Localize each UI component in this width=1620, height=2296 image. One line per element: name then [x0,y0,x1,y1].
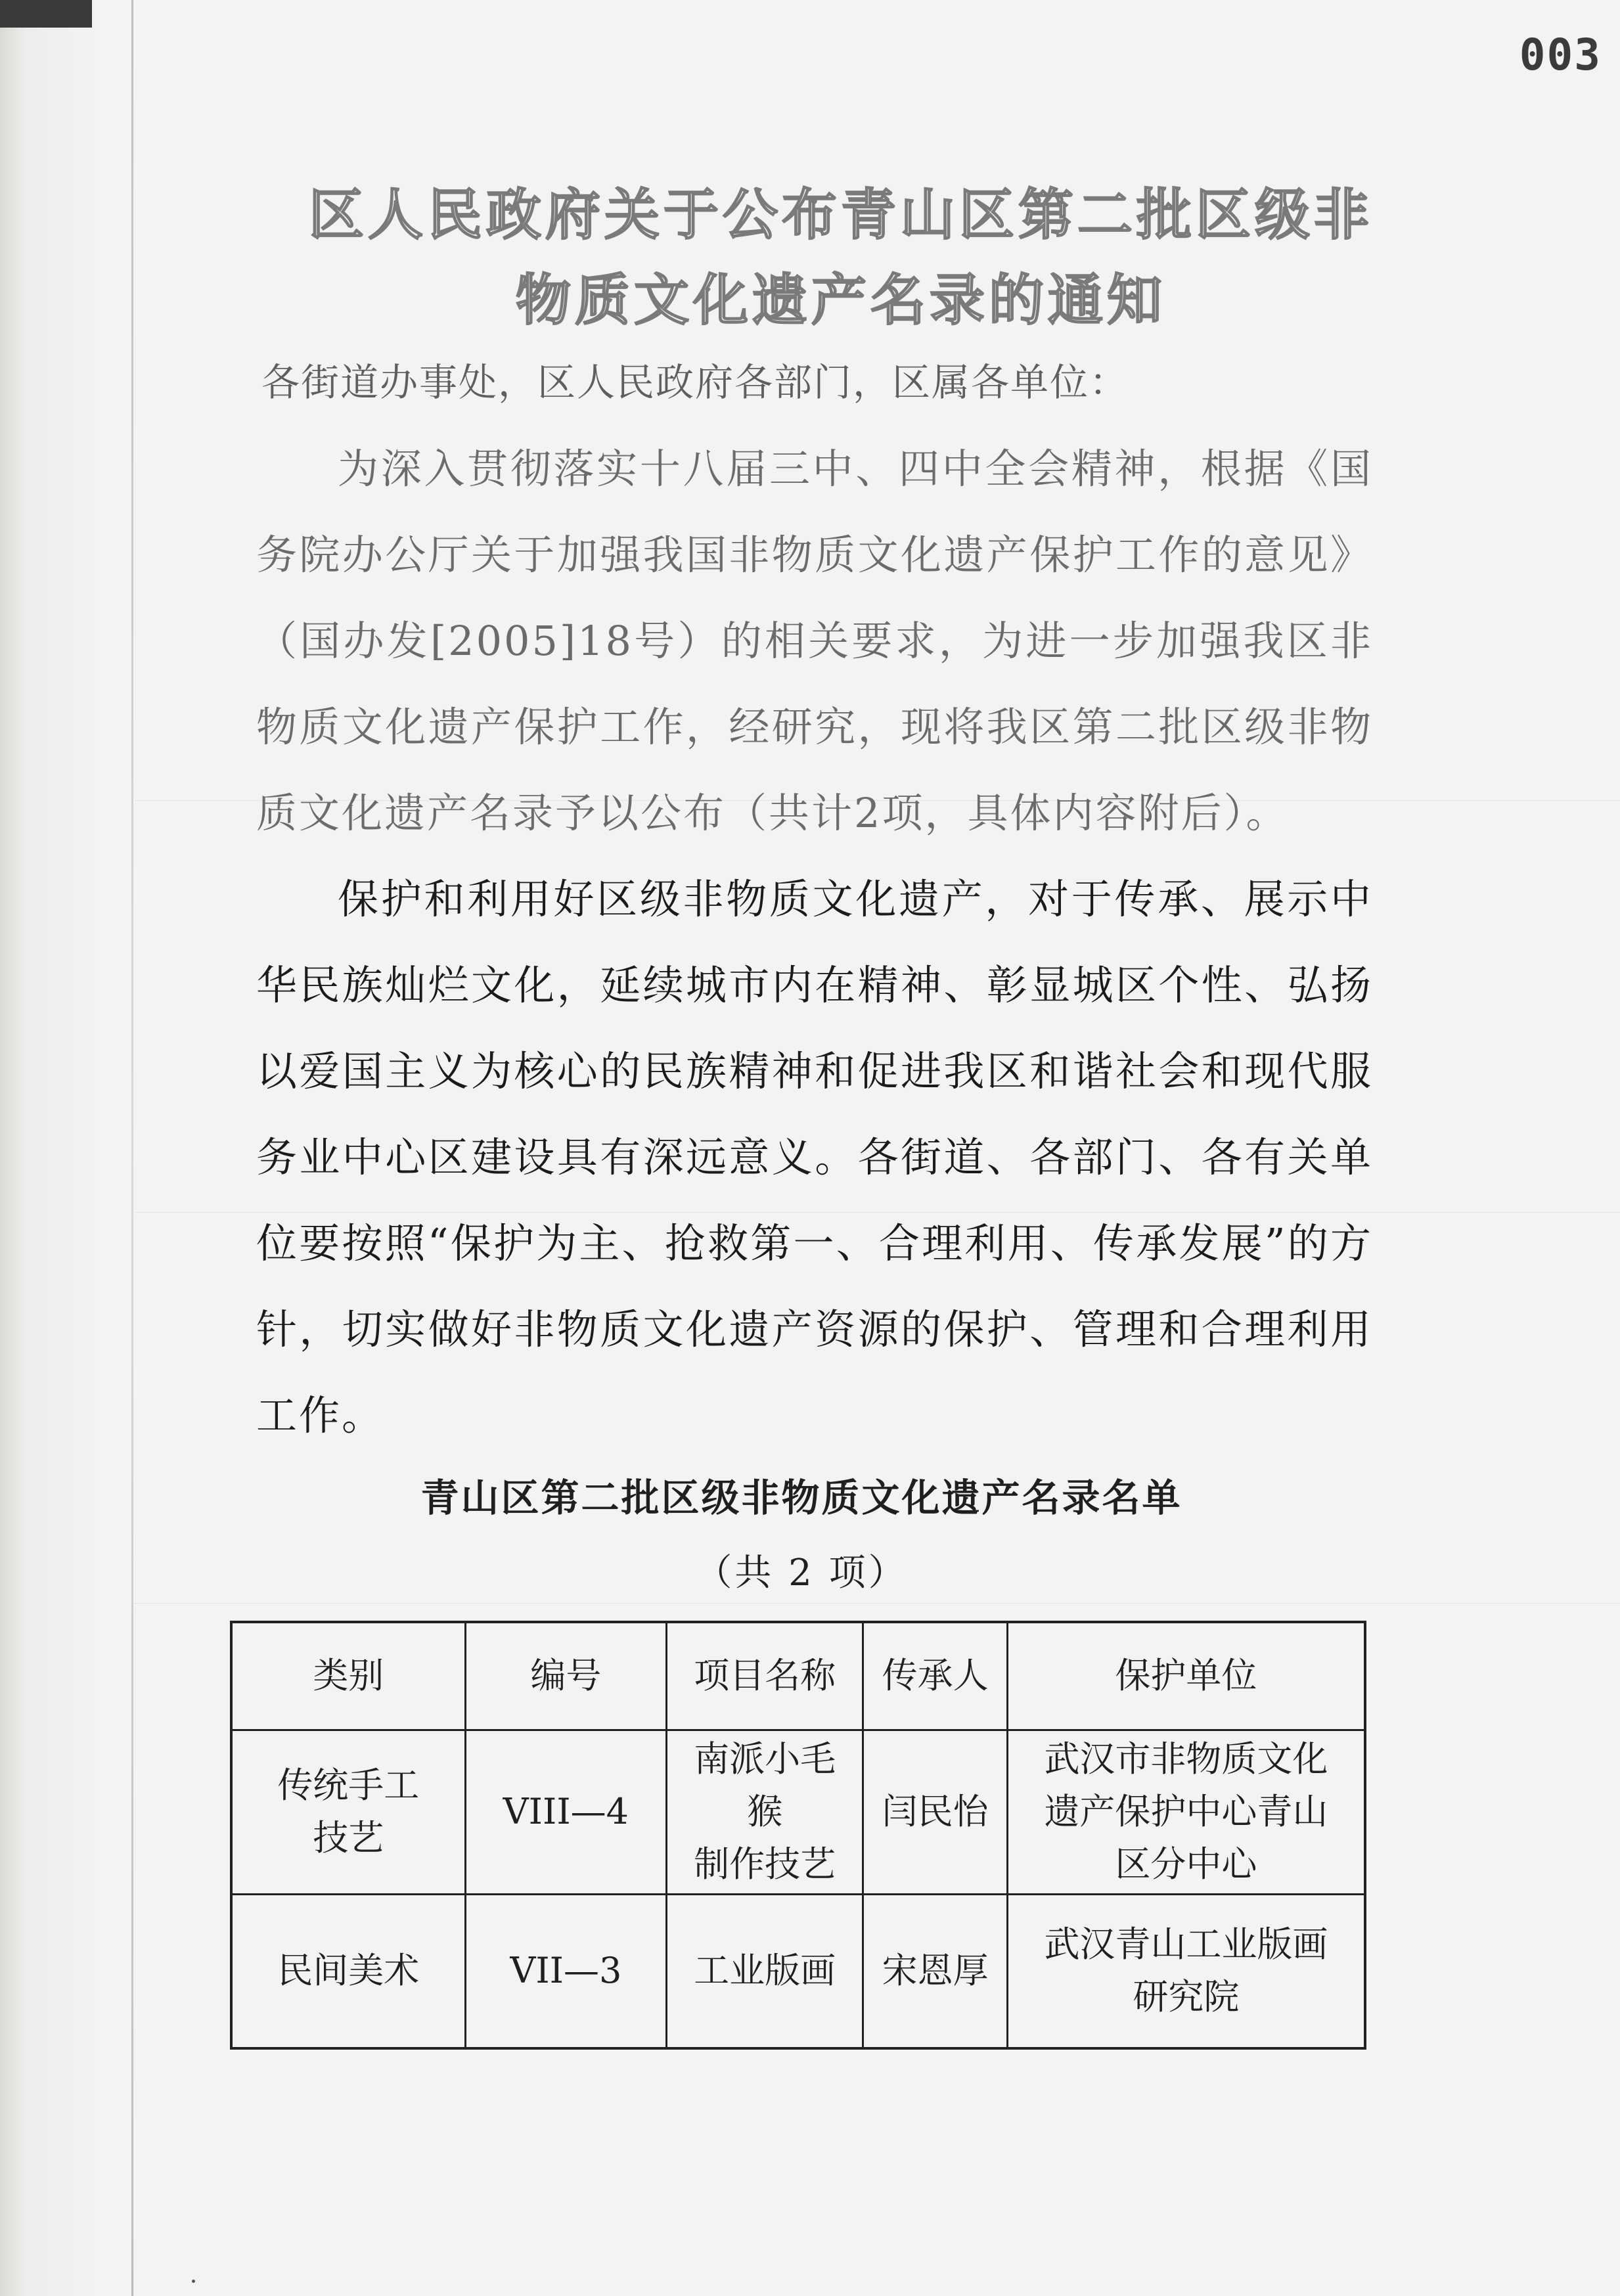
cell-category [231,1730,465,1894]
document-title-line-2: 物质文化遗产名录的通知 [515,268,1166,332]
cell-project-name [667,1894,863,2048]
cell-line: 民间美术 [277,1950,420,1992]
scan-speck [192,2280,195,2283]
heritage-list-table [230,1621,1366,2050]
notice-paragraph-2: 保护和利用好区级非物质文化遗产，对于传承、展示中华民族灿烂文化，延续城市内在精神、彰显城区个性、弘扬以爱国主义为核心的民族精神和促进我区和谐社会和现代服务业中心区建设具有深远意义。各街道、各部门、各有关单位要按照“保护为主、抢救第一、合理利用、传承发展”的方针，切实做好非物质文化遗产资源的保护、管理和合理利用工作。 [256,875,1373,1439]
cell-protection-unit [1007,1730,1365,1894]
scan-corner-mark [0,0,92,28]
document-title-line-1: 区人民政府关于公布青山区第二批区级非 [308,183,1373,247]
notice-body [256,426,1373,1458]
header-protection-unit: 保护单位 [1007,1622,1365,1730]
header-category: 类别 [231,1622,465,1730]
cell-number: VIII—4 [465,1730,666,1894]
list-count: （共 2 项） [695,1552,908,1594]
cell-line: 猴 [747,1791,783,1832]
cell-inheritor: 闫民怡 [863,1730,1008,1894]
page-number: 003 [1519,30,1602,80]
header-number: 编号 [465,1622,666,1730]
header-project-name: 项目名称 [667,1622,863,1730]
scan-binding-edge [0,0,99,2296]
notice-paragraph-1: 为深入贯彻落实十八届三中、四中全会精神，根据《国务院办公厅关于加强我国非物质文化遗产保护工作的意见》（国办发[2005]18号）的相关要求，为进一步加强我区非物质文化遗产保护工作，经研究，现将我区第二批区级非物质文化遗产名录予以公布（共计2项，具体内容附后）。 [256,445,1373,837]
table-row [231,1730,1365,1894]
cell-line: 制作技艺 [694,1843,836,1885]
cell-protection-unit [1007,1894,1365,2048]
cell-line: 工业版画 [694,1950,836,1992]
cell-line: 技艺 [313,1817,384,1858]
header-inheritor: 传承人 [863,1622,1008,1730]
cell-line: 传统手工 [277,1765,420,1806]
cell-number: VII—3 [465,1894,666,2048]
cell-line: 研究院 [1133,1976,1240,2018]
cell-line: 区分中心 [1115,1843,1257,1885]
salutation: 各街道办事处，区人民政府各部门，区属各单位： [261,360,1129,405]
cell-project-name [667,1730,863,1894]
list-title: 青山区第二批区级非物质文化遗产名录名单 [420,1475,1182,1520]
cell-line: 南派小毛 [694,1738,836,1780]
scan-fold-line [131,0,133,2296]
cell-line: 武汉市非物质文化 [1044,1738,1328,1780]
cell-inheritor: 宋恩厚 [863,1894,1008,2048]
table-row [231,1894,1365,2048]
cell-category [231,1894,465,2048]
cell-line: 遗产保护中心青山 [1044,1791,1328,1832]
scan-ruling-line [135,1603,1620,1604]
cell-line: 武汉青山工业版画 [1044,1924,1328,1966]
table-header-row [231,1622,1365,1730]
